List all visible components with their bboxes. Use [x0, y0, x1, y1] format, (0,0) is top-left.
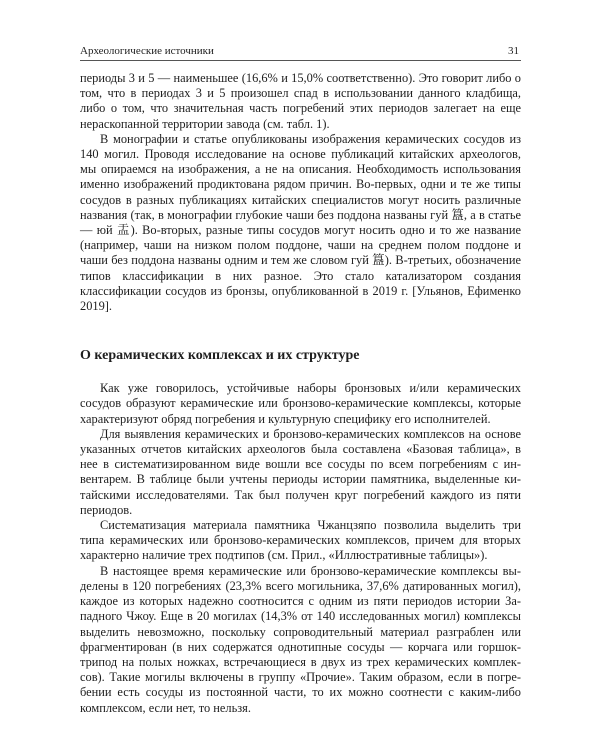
paragraph-continuation: периоды 3 и 5 — наименьшее (16,6% и 15,0% соответственно). Это говорит либо о том, что в периодах 3 и 5 произошел спад в использовании данного кладбища, либо о том, что значительная часть погребений этих периодов залегает на еще нераскопанной территории завода (см. табл. 1). — [80, 71, 521, 131]
section-heading: О керамических комплексах и их структуре — [80, 348, 360, 364]
running-header — [80, 44, 521, 61]
paragraph-complexes-intro: Как уже говорилось, устойчивые наборы бронзовых и/или керамических сосудов образуют керамические или бронзово-керамические комплексы, которые характеризуют обряд погребения и культурную специфику его исполнителей. — [80, 381, 521, 426]
paragraph-current-state: В настоящее время керамические или бронзово-керамические комплексы выделены в 120 погребениях (23,3% всего могильника, 37,6% датированных могил), каждое из которых надежно соотносится с одним из пяти периодов истории Западного Чжоу. Еще в 20 могилах (14,3% от 140 исследованных могил) комплексы выделить невозможно, поскольку сопроводительный материал разграблен или фрагментирован (в них содержатся однотипные сосуды — корчага или горшок-трипод на полых ножках, встречающиеся в двух из трех керамических комплексов). Такие могилы включены в группу «Прочие». Таким образом, если в погребении есть сосуды из постоянной части, то их можно соотнести с каким-либо комплексом, если нет, то нельзя. — [80, 563, 521, 715]
page-number: 31 — [508, 45, 519, 57]
page-body — [80, 71, 521, 716]
running-title: Археологические источники — [80, 45, 214, 57]
paragraph-monographs: В монографии и статье опубликованы изображения керамических сосудов из 140 могил. Проводя исследование на основе публикаций китайских археологов, мы опираемся на изображения, а не на описания. Необходимость использования именно изображений продиктована рядом причин. Во-первых, одни и те же типы сосудов в разных публикациях китайских специалистов могут носить различные названия (так, в монографии глубокие чаши без поддона названы гуй 簋, а в статье — юй 盂). Во-вторых, разные типы сосудов могут носить одно и то же название (например, чаши на низком полом поддоне, чаши на среднем полом поддоне и чаши без поддона названы одним и тем же словом гуй 簋). В-третьих, обозначение типов классификации в них разное. Это стало катализатором создания классификации сосудов из бронзы, опубликованной в 2019 г. [Ульянов, Ефименко 2019]. — [80, 131, 521, 314]
paragraph-base-table: Для выявления керамических и бронзово-керамических комплексов на основе указанных отчетов китайских археологов была составлена «Базовая таблица», в нее в систематизированном виде вошли все сосуды по всем погребениям с инвентарем. В таблице были учтены периоды истории памятника, выделенные китайскими исследователями. Так был получен круг погребений каждого из пяти периодов. — [80, 426, 521, 517]
paragraph-systematization: Систематизация материала памятника Чжанцзяпо позволила выделить три типа керамических или бронзово-керамических комплексов, причем для вторых характерно наличие трех подтипов (см. Прил., «Иллюстративные таблицы»). — [80, 518, 521, 563]
